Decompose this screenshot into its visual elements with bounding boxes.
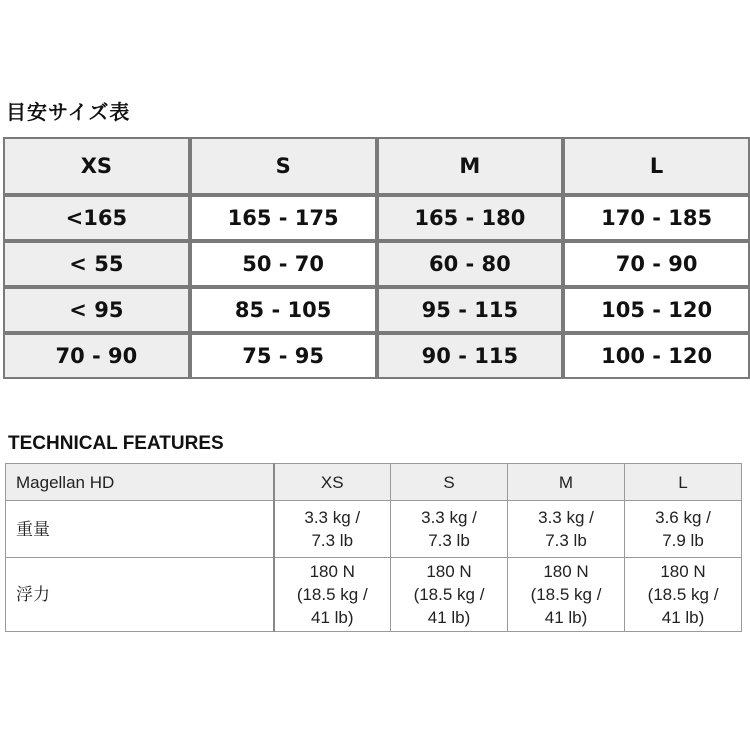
cell-line: 180 N	[660, 562, 706, 581]
table-row	[3, 333, 750, 379]
cell-line: 41 lb)	[310, 608, 354, 627]
cell-line: 3.3 kg /	[304, 508, 361, 527]
product-name: Magellan HD	[6, 464, 274, 501]
table-row	[3, 241, 750, 287]
table-row	[6, 558, 742, 632]
cell-line: 180 N	[543, 562, 589, 581]
cell-line: 41 lb)	[544, 608, 588, 627]
cell-line: (18.5 kg /	[413, 585, 485, 604]
cell-line: 7.3 lb	[545, 531, 587, 550]
size-header-l: L	[563, 137, 750, 195]
size-cell: 170 - 185	[563, 195, 750, 241]
tech-cell	[625, 501, 742, 558]
tech-cell	[274, 501, 391, 558]
tech-header-xs: XS	[274, 464, 391, 501]
size-header-m: M	[377, 137, 564, 195]
row-label-weight: 重量	[6, 501, 274, 558]
size-cell: <165	[3, 195, 190, 241]
size-header-xs: XS	[3, 137, 190, 195]
size-cell: < 55	[3, 241, 190, 287]
technical-features-table	[5, 463, 742, 632]
size-cell: < 95	[3, 287, 190, 333]
cell-line: (18.5 kg /	[530, 585, 602, 604]
row-label-buoyancy: 浮力	[6, 558, 274, 632]
tech-header-s: S	[391, 464, 508, 501]
cell-line: 7.9 lb	[662, 531, 704, 550]
tech-cell	[508, 558, 625, 632]
size-cell: 165 - 180	[377, 195, 564, 241]
tech-header-l: L	[625, 464, 742, 501]
technical-features-title: TECHNICAL FEATURES	[8, 433, 224, 454]
table-row	[3, 287, 750, 333]
cell-line: 180 N	[426, 562, 472, 581]
tech-cell	[274, 558, 391, 632]
cell-line: 41 lb)	[661, 608, 705, 627]
size-cell: 75 - 95	[190, 333, 377, 379]
cell-line: 3.3 kg /	[538, 508, 594, 527]
cell-line: 7.3 lb	[311, 531, 354, 550]
size-cell: 85 - 105	[190, 287, 377, 333]
size-guide-title: 目安サイズ表	[6, 100, 131, 124]
size-cell: 70 - 90	[563, 241, 750, 287]
size-cell: 95 - 115	[377, 287, 564, 333]
size-cell: 50 - 70	[190, 241, 377, 287]
tech-header-m: M	[508, 464, 625, 501]
cell-line: (18.5 kg /	[296, 585, 368, 604]
tech-cell	[508, 501, 625, 558]
cell-line: (18.5 kg /	[647, 585, 719, 604]
tech-cell	[625, 558, 742, 632]
table-row	[3, 195, 750, 241]
size-cell: 100 - 120	[563, 333, 750, 379]
cell-line: 3.3 kg /	[421, 508, 477, 527]
size-cell: 60 - 80	[377, 241, 564, 287]
tech-cell	[391, 501, 508, 558]
size-cell: 105 - 120	[563, 287, 750, 333]
size-guide-table	[3, 137, 750, 379]
cell-line: 7.3 lb	[428, 531, 470, 550]
size-cell: 90 - 115	[377, 333, 564, 379]
size-cell: 70 - 90	[3, 333, 190, 379]
table-row	[6, 501, 742, 558]
size-guide-header-row	[3, 137, 750, 195]
technical-header-row	[6, 464, 742, 501]
size-header-s: S	[190, 137, 377, 195]
size-cell: 165 - 175	[190, 195, 377, 241]
tech-cell	[391, 558, 508, 632]
cell-line: 3.6 kg /	[655, 508, 711, 527]
cell-line: 41 lb)	[427, 608, 471, 627]
cell-line: 180 N	[309, 562, 355, 581]
